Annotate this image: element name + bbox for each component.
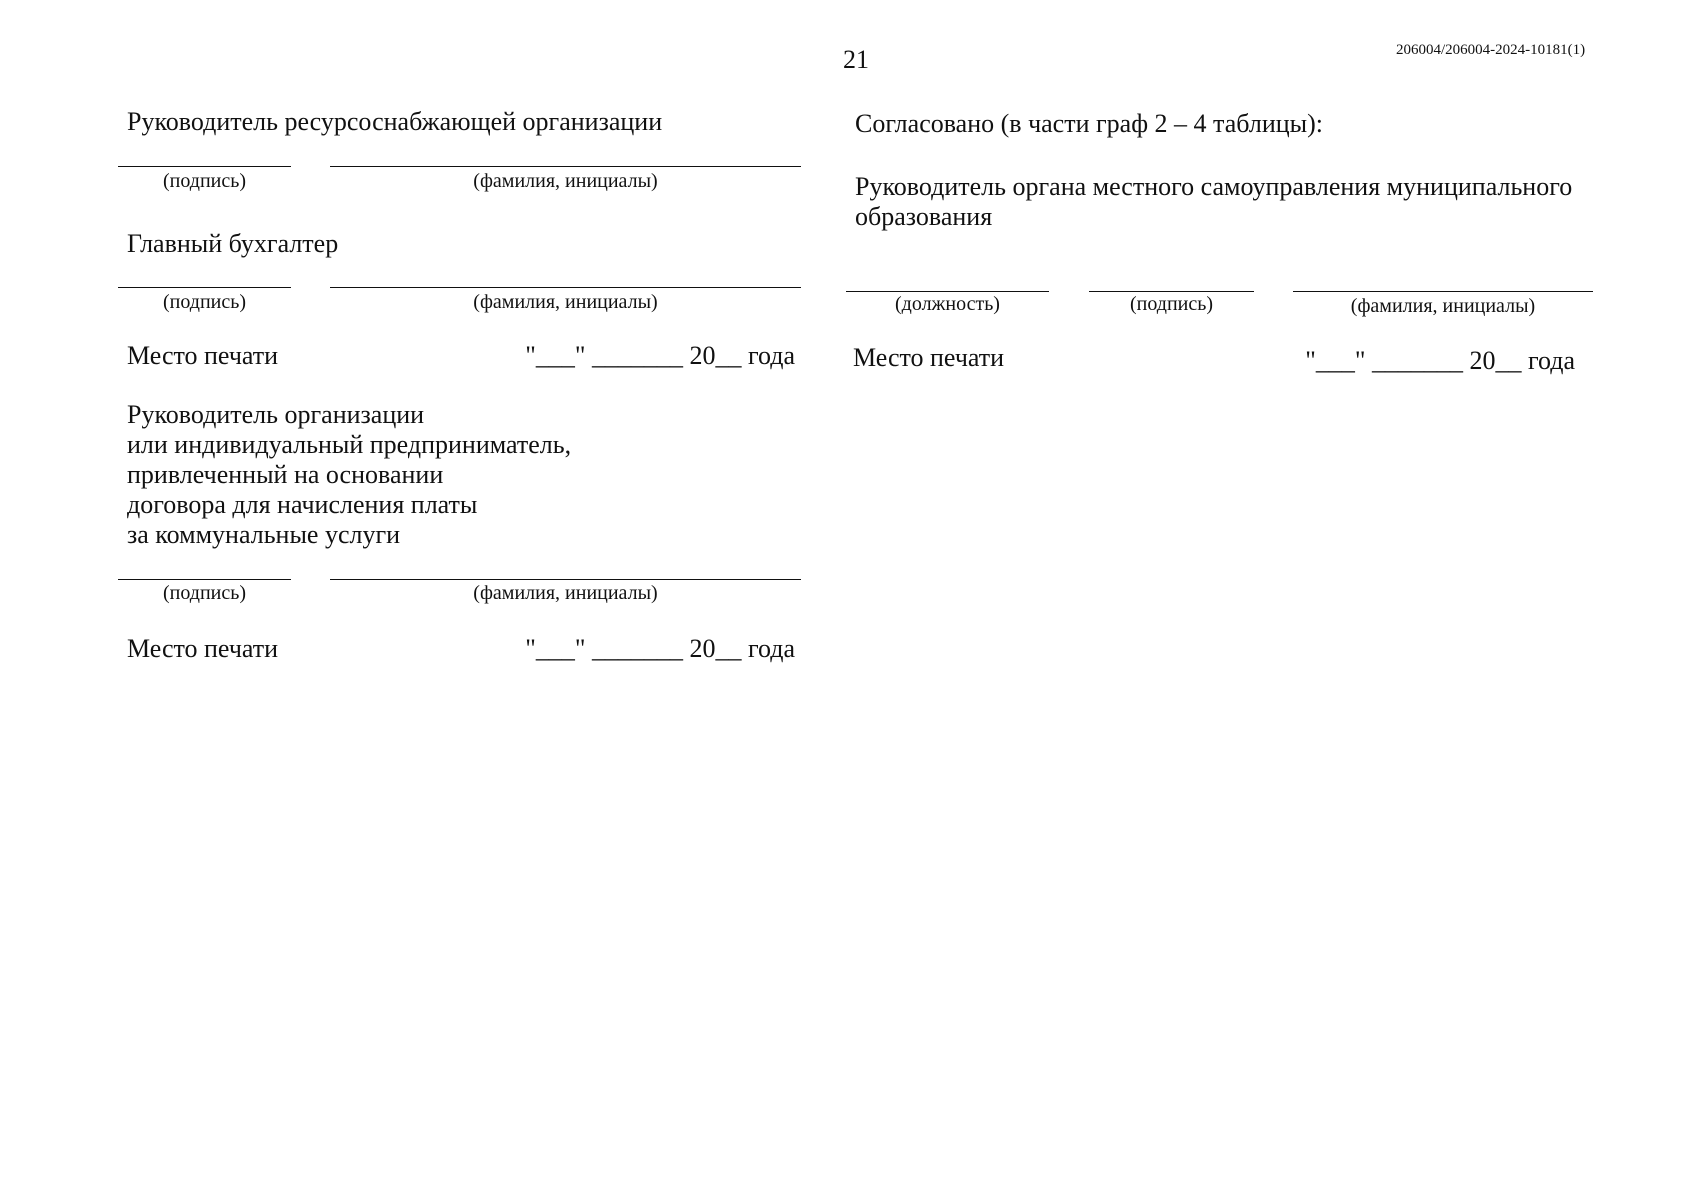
position-caption: (должность) (895, 293, 1000, 315)
org-head-title (127, 400, 571, 550)
stamp-place-label: Место печати (127, 634, 279, 663)
signature-line (118, 166, 291, 167)
signature-caption: (подпись) (162, 582, 247, 604)
document-number: 206004/206004-2024-10181(1) (1396, 42, 1586, 58)
name-line (330, 579, 801, 580)
date-field: "___" _______ 20__ года (525, 341, 795, 370)
name-line (330, 166, 801, 167)
municipal-head-title (855, 172, 1572, 232)
org-head-line: за коммунальные услуги (127, 520, 401, 549)
name-caption: (фамилия, инициалы) (1350, 295, 1536, 317)
name-caption: (фамилия, инициалы) (473, 291, 658, 313)
position-line (846, 291, 1049, 292)
signature-line (118, 579, 291, 580)
municipal-head-line: образования (855, 202, 993, 231)
name-line (1293, 291, 1593, 292)
org-head-line: Руководитель организации (127, 400, 425, 429)
stamp-place-label: Место печати (853, 343, 1005, 372)
signature-line (118, 287, 291, 288)
chief-accountant-title: Главный бухгалтер (127, 229, 339, 258)
name-caption: (фамилия, инициалы) (473, 582, 658, 604)
signature-caption: (подпись) (162, 170, 247, 192)
signature-line (1089, 291, 1254, 292)
signature-caption: (подпись) (162, 291, 247, 313)
name-line (330, 287, 801, 288)
resource-org-head-title: Руководитель ресурсоснабжающей организации (127, 107, 663, 136)
name-caption: (фамилия, инициалы) (473, 170, 658, 192)
org-head-line: или индивидуальный предприниматель, (127, 430, 572, 459)
org-head-line: привлеченный на основании (127, 460, 444, 489)
agreed-heading: Согласовано (в части граф 2 – 4 таблицы): (855, 109, 1323, 138)
municipal-head-line: Руководитель органа местного самоуправления муниципального (855, 172, 1573, 201)
stamp-place-label: Место печати (127, 341, 279, 370)
org-head-line: договора для начисления платы (127, 490, 478, 519)
date-field: "___" _______ 20__ года (1305, 346, 1575, 375)
page-number: 21 (843, 45, 869, 74)
date-field: "___" _______ 20__ года (525, 634, 795, 663)
signature-caption: (подпись) (1129, 293, 1214, 315)
